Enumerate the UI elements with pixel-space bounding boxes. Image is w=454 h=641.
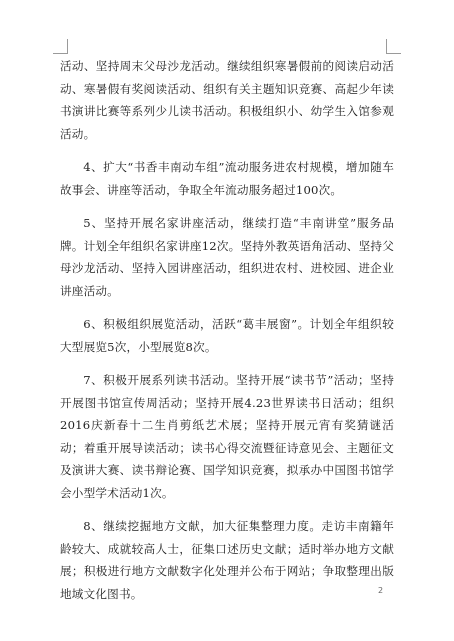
top-right-margin-mark — [386, 39, 401, 54]
paragraph-item-6: 6、积极组织展览活动，活跃“葛丰展窗”。计划全年组织较大型展览5次，小型展览8次。 — [60, 317, 394, 354]
paragraph-item-8: 8、继续挖掘地方文献，加大征集整理力度。走访丰南籍年龄较大、成就较高人士，征集口述历史文献；适时举办地方文献展；积极进行地方文献数字化处理并公布于网站；争取整理出版地域文化图书。 — [60, 519, 394, 601]
paragraph-continuation: 活动、坚持周末父母沙龙活动。继续组织寒暑假前的阅读启动活动、寒暑假有奖阅读活动、组织有关主题知识竞赛、高起少年读书演讲比赛等系列少儿读书活动。积极组织小、幼学生入馆参观活动。 — [60, 59, 394, 141]
paragraph-item-4: 4、扩大“书香丰南动车组”流动服务进农村规模，增加随车故事会、讲座等活动，争取全年流动服务超过100次。 — [60, 160, 394, 197]
top-left-margin-mark — [53, 39, 68, 54]
paragraph-item-5: 5、坚持开展名家讲座活动，继续打造“丰南讲堂”服务品牌。计划全年组织名家讲座12次。坚持外教英语角活动、坚持父母沙龙活动、坚持入园讲座活动，组织进农村、进校园、进企业讲座活动。 — [60, 216, 394, 298]
page-number: 2 — [378, 586, 384, 595]
document-body — [60, 55, 394, 616]
paragraph-item-7: 7、积极开展系列读书活动。坚持开展“读书节”活动；坚持开展图书馆宣传周活动；坚持开展4.23世界读书日活动；组织2016庆新春十二生肖剪纸艺术展；坚持开展元宵有奖猜谜活动；着重开展导读活动；读书心得交流暨征诗意见会、主题征文及演讲大赛、读书辩论赛、国学知识竞赛，拟承办中国图书馆学会小型学术活动1次。 — [60, 373, 394, 500]
